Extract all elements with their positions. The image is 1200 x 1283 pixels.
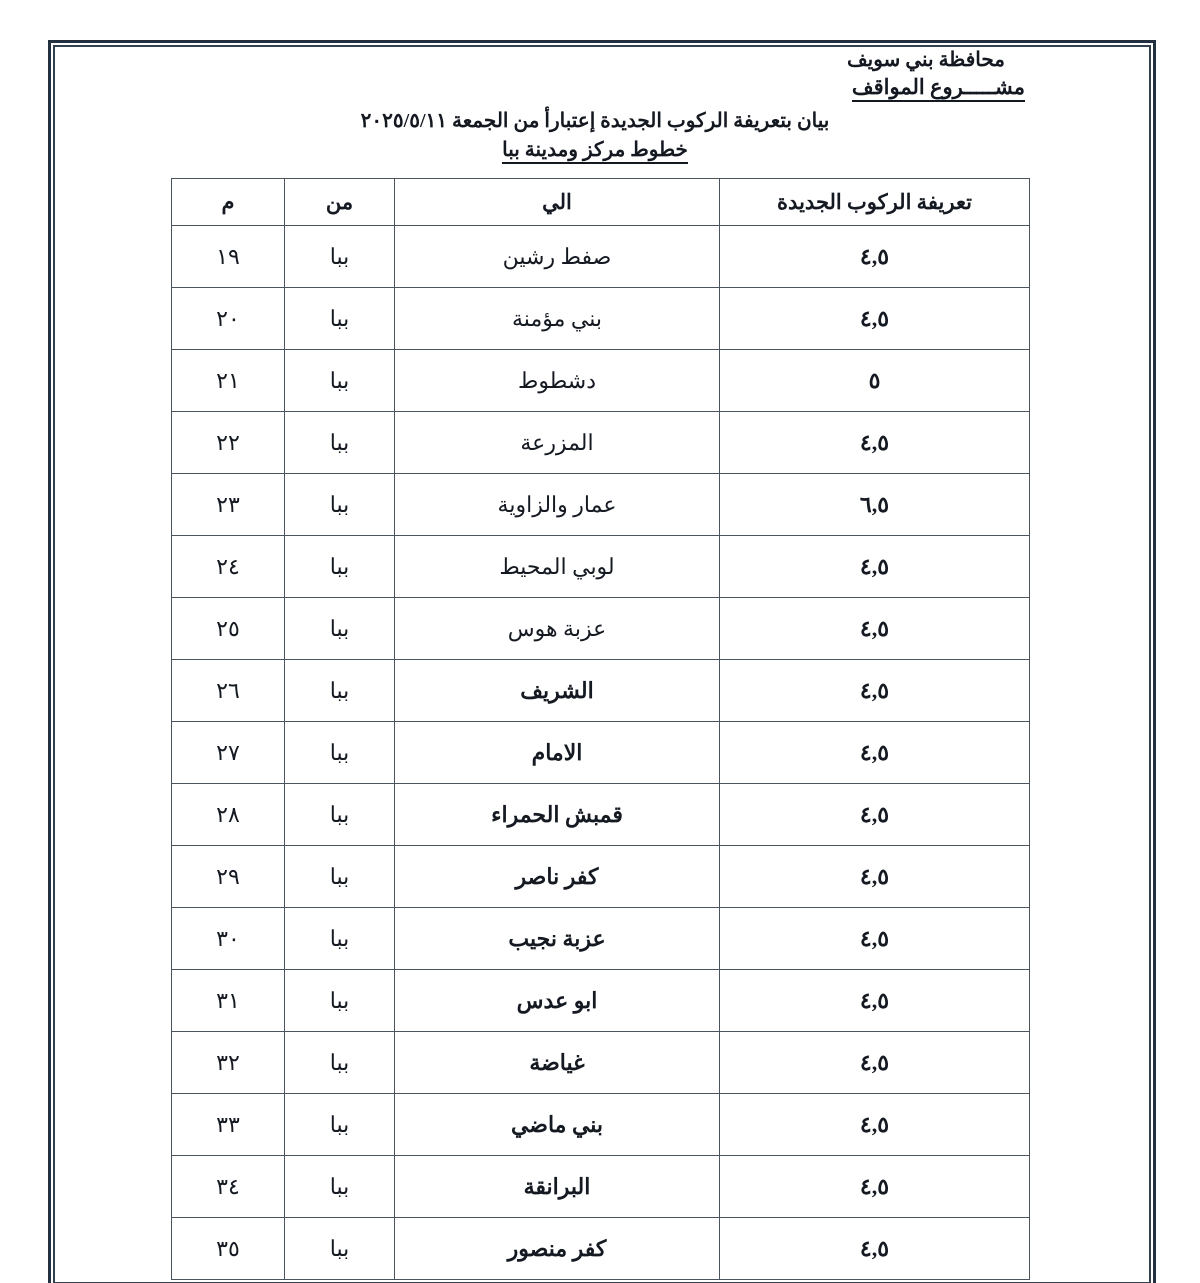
column-header-to: الي — [395, 179, 720, 226]
cell-origin: ببا — [285, 970, 395, 1032]
column-header-fare: تعريفة الركوب الجديدة — [720, 179, 1030, 226]
cell-row-number: ٣٥ — [172, 1218, 285, 1280]
cell-fare: ٤,٥ — [720, 598, 1030, 660]
cell-origin: ببا — [285, 474, 395, 536]
cell-origin: ببا — [285, 1032, 395, 1094]
cell-row-number: ٢٤ — [172, 536, 285, 598]
cell-fare: ٤,٥ — [720, 412, 1030, 474]
cell-row-number: ٢٧ — [172, 722, 285, 784]
cell-destination: عزبة هوس — [395, 598, 720, 660]
cell-origin: ببا — [285, 598, 395, 660]
cell-destination: بني ماضي — [395, 1094, 720, 1156]
table-row — [172, 598, 1030, 660]
routes-scope-row — [100, 137, 1120, 162]
cell-origin: ببا — [285, 412, 395, 474]
table-row — [172, 536, 1030, 598]
cell-row-number: ٣٠ — [172, 908, 285, 970]
table-row — [172, 1156, 1030, 1218]
cell-destination: البرانقة — [395, 1156, 720, 1218]
cell-destination: كفر منصور — [395, 1218, 720, 1280]
cell-origin: ببا — [285, 288, 395, 350]
cell-origin: ببا — [285, 350, 395, 412]
cell-row-number: ٢٨ — [172, 784, 285, 846]
table-row — [172, 288, 1030, 350]
cell-fare: ٤,٥ — [720, 784, 1030, 846]
cell-row-number: ٣٣ — [172, 1094, 285, 1156]
table-row — [172, 1094, 1030, 1156]
table-row — [172, 412, 1030, 474]
cell-fare: ٤,٥ — [720, 288, 1030, 350]
cell-row-number: ١٩ — [172, 226, 285, 288]
cell-destination: عزبة نجيب — [395, 908, 720, 970]
table-row — [172, 474, 1030, 536]
governorate-title: محافظة بني سويف — [846, 49, 1005, 71]
project-title: مشـــــروع المواقف — [852, 75, 1025, 102]
table-row — [172, 846, 1030, 908]
table-row — [172, 350, 1030, 412]
cell-destination: غياضة — [395, 1032, 720, 1094]
cell-destination: صفط رشين — [395, 226, 720, 288]
cell-fare: ٤,٥ — [720, 1156, 1030, 1218]
cell-fare: ٤,٥ — [720, 660, 1030, 722]
cell-row-number: ٢٣ — [172, 474, 285, 536]
fare-table-body — [172, 226, 1030, 1280]
cell-fare: ٤,٥ — [720, 1032, 1030, 1094]
cell-fare: ٦,٥ — [720, 474, 1030, 536]
cell-destination: ابو عدس — [395, 970, 720, 1032]
column-header-num: م — [172, 179, 285, 226]
cell-fare: ٤,٥ — [720, 722, 1030, 784]
cell-destination: الامام — [395, 722, 720, 784]
cell-row-number: ٣١ — [172, 970, 285, 1032]
cell-origin: ببا — [285, 1094, 395, 1156]
cell-fare: ٤,٥ — [720, 846, 1030, 908]
fare-table — [171, 178, 1030, 1280]
cell-origin: ببا — [285, 226, 395, 288]
cell-fare: ٤,٥ — [720, 1094, 1030, 1156]
cell-origin: ببا — [285, 722, 395, 784]
cell-destination: عمار والزاوية — [395, 474, 720, 536]
fare-table-head — [172, 179, 1030, 226]
cell-row-number: ٢٥ — [172, 598, 285, 660]
table-row — [172, 784, 1030, 846]
cell-row-number: ٢٢ — [172, 412, 285, 474]
column-header-from: من — [285, 179, 395, 226]
cell-origin: ببا — [285, 660, 395, 722]
cell-fare: ٤,٥ — [720, 536, 1030, 598]
cell-origin: ببا — [285, 536, 395, 598]
cell-destination: الشريف — [395, 660, 720, 722]
cell-destination: دشطوط — [395, 350, 720, 412]
cell-row-number: ٣٢ — [172, 1032, 285, 1094]
project-title-row — [100, 75, 1120, 100]
cell-origin: ببا — [285, 1218, 395, 1280]
cell-destination: المزرعة — [395, 412, 720, 474]
table-row — [172, 660, 1030, 722]
table-header-row — [172, 179, 1030, 226]
fare-table-container — [172, 178, 1030, 1280]
table-row — [172, 970, 1030, 1032]
routes-scope-title: خطوط مركز ومدينة ببا — [502, 139, 688, 164]
cell-destination: كفر ناصر — [395, 846, 720, 908]
table-row — [172, 1032, 1030, 1094]
cell-origin: ببا — [285, 1156, 395, 1218]
cell-destination: لوبي المحيط — [395, 536, 720, 598]
document-header — [100, 48, 1120, 162]
cell-fare: ٤,٥ — [720, 226, 1030, 288]
cell-row-number: ٢١ — [172, 350, 285, 412]
cell-fare: ٤,٥ — [720, 908, 1030, 970]
table-row — [172, 908, 1030, 970]
table-row — [172, 226, 1030, 288]
cell-row-number: ٢٦ — [172, 660, 285, 722]
cell-row-number: ٢٠ — [172, 288, 285, 350]
table-row — [172, 1218, 1030, 1280]
cell-origin: ببا — [285, 784, 395, 846]
cell-row-number: ٢٩ — [172, 846, 285, 908]
cell-fare: ٥ — [720, 350, 1030, 412]
cell-destination: قمبش الحمراء — [395, 784, 720, 846]
statement-title: بيان بتعريفة الركوب الجديدة إعتبارأ من الجمعة ٢٠٢٥/٥/١١ — [360, 110, 830, 133]
cell-origin: ببا — [285, 846, 395, 908]
cell-fare: ٤,٥ — [720, 1218, 1030, 1280]
cell-fare: ٤,٥ — [720, 970, 1030, 1032]
table-row — [172, 722, 1030, 784]
cell-row-number: ٣٤ — [172, 1156, 285, 1218]
cell-origin: ببا — [285, 908, 395, 970]
cell-destination: بني مؤمنة — [395, 288, 720, 350]
